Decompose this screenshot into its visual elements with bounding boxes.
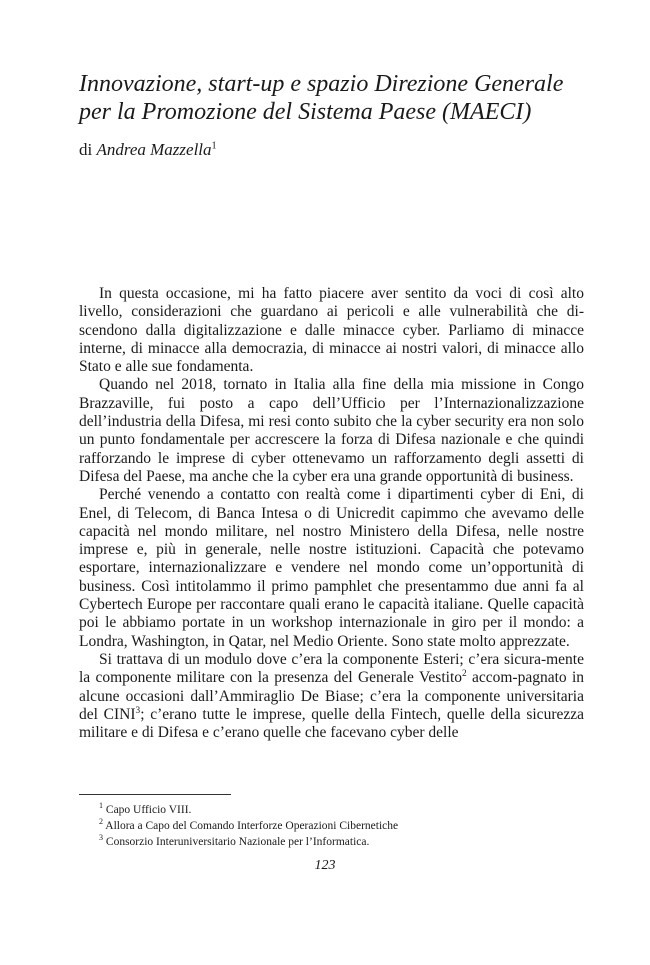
footnote-ref-3[interactable]: 3 bbox=[135, 705, 141, 716]
footnote-number: 3 bbox=[99, 833, 104, 843]
paragraph-4-part-1: Si trattava di un modulo dove c’era la componente Esteri; c’era sicura-mente la componente militare con la presenza del Generale Vestito bbox=[79, 650, 584, 687]
chapter-title: Innovazione, start-up e spazio Direzione Generale per la Promozione del Sistema Paese (MAECI) bbox=[79, 71, 564, 125]
footnote-1 bbox=[99, 802, 579, 818]
author-name: Andrea Mazzella bbox=[96, 140, 212, 159]
footnote-number: 2 bbox=[99, 817, 104, 827]
footnote-ref-2[interactable]: 2 bbox=[462, 669, 467, 680]
byline bbox=[79, 140, 217, 160]
paragraph-4-part-3: ; c’erano tutte le imprese, quelle della Fintech, quelle della sicurezza militare e di Difesa e c’erano quelle che facevano cyber delle bbox=[79, 705, 584, 742]
paragraph-4 bbox=[79, 651, 584, 742]
footnote-2 bbox=[99, 818, 579, 834]
footnote-number: 1 bbox=[99, 801, 104, 811]
footnote-text: Consorzio Interuniversitario Nazionale per l’Informatica. bbox=[105, 836, 370, 848]
paragraph-1: In questa occasione, mi ha fatto piacere aver sentito da voci di così alto livello, considerazioni che guardano ai pericoli e alle vulnerabilità che di-scendono dalla digitalizzazione e dalle minacce cyber. Parliamo di minacce interne, di minacce alla democrazia, di minacce ai nostri valori, di minacce allo Stato e alle sue fondamenta. bbox=[79, 285, 584, 376]
footnote-3 bbox=[99, 834, 579, 850]
paragraph-4-part-2: accom-pagnato in alcune occasioni dall’Ammiraglio De Biase; c’era la componente universitaria del CINI bbox=[79, 669, 584, 723]
page-number: 123 bbox=[314, 858, 336, 873]
footnote-text: Capo Ufficio VIII. bbox=[105, 804, 192, 816]
footnote-ref-1[interactable]: 1 bbox=[211, 140, 217, 152]
byline-prefix: di bbox=[79, 140, 97, 159]
footnote-text: Allora a Capo del Comando Interforze Operazioni Cibernetiche bbox=[105, 820, 399, 832]
footnotes bbox=[99, 802, 579, 850]
paragraph-2: Quando nel 2018, tornato in Italia alla fine della mia missione in Congo Brazzaville, fui posto a capo dell’Ufficio per l’Internazionalizzazione dell’industria della Difesa, mi resi conto subito che la cyber security era non solo un punto fondamentale per accrescere la forza di Difesa nazionale e che quindi rafforzando le imprese di cyber ottenevamo un rafforzamento degli assetti di Difesa del Paese, ma anche che la cyber era una grande opportunità di business. bbox=[79, 376, 584, 485]
paragraph-3: Perché venendo a contatto con realtà come i dipartimenti cyber di Eni, di Enel, di Telecom, di Banca Intesa o di Unicredit capimmo che avevamo delle capacità nel mondo militare, nel nostro Ministero della Difesa, nelle nostre imprese e, più in generale, nelle nostre istituzioni. Capacità che potevamo esportare, internazionalizzare e vendere nel mondo come un’opportunità di business. Così intitolammo il primo pamphlet che presentammo due anni fa al Cybertech Europe per raccontare quali erano le capacità italiane. Quelle capacità poi le abbiamo portate in un workshop internazionale in giro per il mondo: a Londra, Washington, in Qatar, nel Medio Oriente. Sono state molto apprezzate. bbox=[79, 486, 584, 650]
body-text bbox=[79, 285, 584, 742]
footnote-divider bbox=[79, 794, 231, 795]
